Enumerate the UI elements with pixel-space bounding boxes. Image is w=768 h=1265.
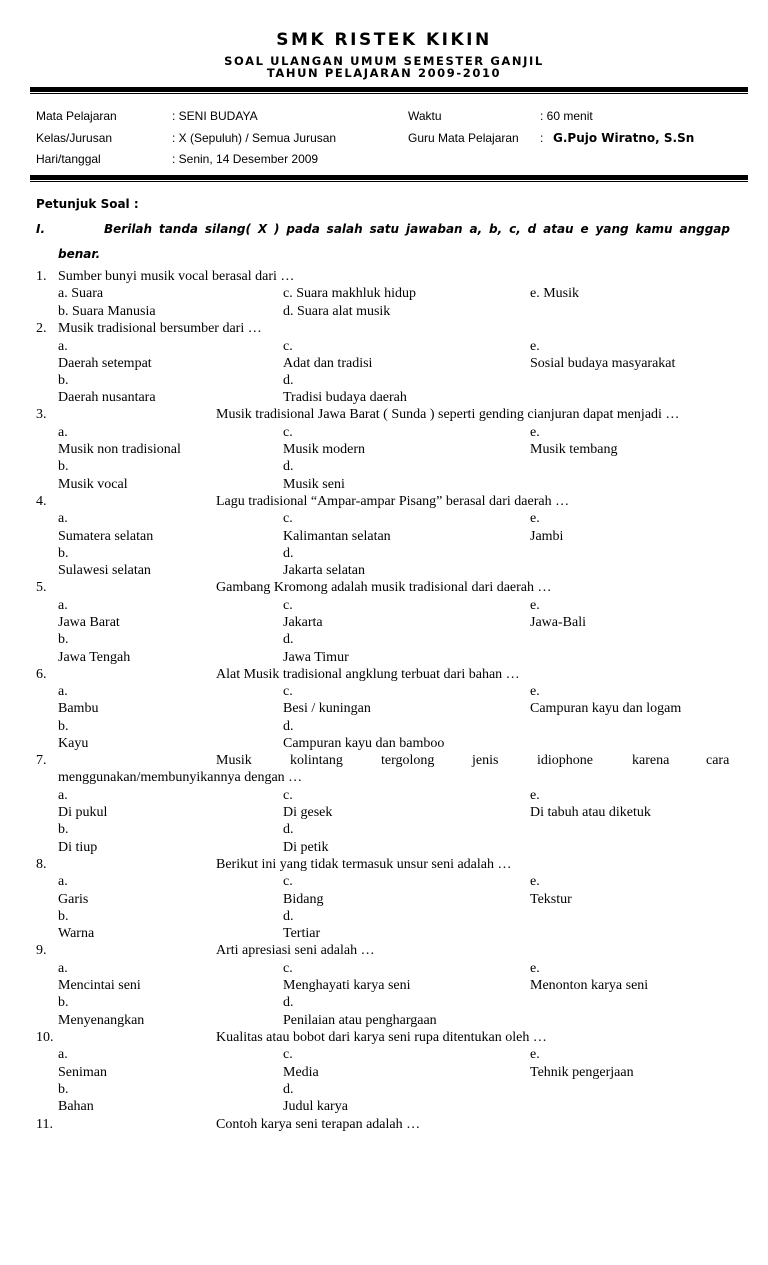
option-b-text: Jawa Tengah — [58, 650, 131, 665]
header-rule-thick — [30, 87, 748, 92]
question-number: 2. — [36, 321, 47, 336]
option-a-letter: a. — [58, 788, 68, 803]
instructions-title: Petunjuk Soal : — [36, 197, 139, 211]
option-e-text: Tehnik pengerjaan — [530, 1065, 634, 1080]
question-text: Musik tradisional Jawa Barat ( Sunda ) seperti gending cianjuran dapat menjadi … — [216, 407, 680, 422]
option-e-text: Musik tembang — [530, 442, 618, 457]
question-number: 5. — [36, 580, 47, 595]
question-text: Lagu tradisional “Ampar-ampar Pisang” berasal dari daerah … — [216, 494, 570, 509]
question-text-continued: menggunakan/membunyikannya dengan … — [58, 770, 303, 785]
instructions-roman: I. — [36, 222, 46, 236]
option-c-text: Di gesek — [283, 805, 333, 820]
option-a-text: Seniman — [58, 1065, 107, 1080]
option-a-letter: a. — [58, 961, 68, 976]
option-b-text: Di tiup — [58, 840, 98, 855]
option-d-text: Jakarta selatan — [283, 563, 366, 578]
option-b-letter: b. — [58, 459, 69, 474]
option-c-letter: c. — [283, 961, 293, 976]
option-b-text: Musik vocal — [58, 477, 128, 492]
option-e-text: Sosial budaya masyarakat — [530, 356, 676, 371]
question-number: 4. — [36, 494, 47, 509]
class-value: : X (Sepuluh) / Semua Jurusan — [172, 131, 337, 145]
option-c-letter: c. — [283, 511, 293, 526]
option-c-letter: c. — [283, 339, 293, 354]
option-e-letter: e. — [530, 874, 540, 889]
option-d-text: Musik seni — [283, 477, 345, 492]
option-b-text: Daerah nusantara — [58, 390, 156, 405]
option-b-letter: b. — [58, 822, 69, 837]
option-c-text: Adat dan tradisi — [283, 356, 373, 371]
option-d-letter: d. — [283, 632, 294, 647]
option-d-letter: d. — [283, 546, 294, 561]
info-rule-thick — [30, 175, 748, 180]
option-b-letter: b. — [58, 546, 69, 561]
class-label: Kelas/Jurusan — [36, 131, 113, 145]
date-value: : Senin, 14 Desember 2009 — [172, 152, 319, 166]
option-d-text: Tertiar — [283, 926, 321, 941]
option-d-text: Judul karya — [283, 1099, 348, 1114]
question-text: Arti apresiasi seni adalah … — [216, 943, 375, 958]
option-b-letter: b. — [58, 373, 69, 388]
question-number: 8. — [36, 857, 47, 872]
option-c: c. Suara makhluk hidup — [283, 286, 416, 301]
instructions-line2: benar. — [58, 247, 101, 261]
option-e-letter: e. — [530, 598, 540, 613]
option-d-letter: d. — [283, 459, 294, 474]
option-a-text: Di pukul — [58, 805, 108, 820]
option-a-text: Musik non tradisional — [58, 442, 181, 457]
question-text: Contoh karya seni terapan adalah … — [216, 1117, 421, 1132]
option-c-text: Besi / kuningan — [283, 701, 371, 716]
question-word: jenis — [472, 753, 499, 768]
option-b-text: Sulawesi selatan — [58, 563, 151, 578]
instructions-line1: Berilah tanda silang( X ) pada salah satu jawaban a, b, c, d atau e yang kamu anggap — [104, 222, 730, 236]
question-word: tergolong — [381, 753, 435, 768]
option-a: a. Suara — [58, 286, 104, 301]
option-d-letter: d. — [283, 995, 294, 1010]
option-e: e. Musik — [530, 286, 579, 301]
option-d-text: Campuran kayu dan bamboo — [283, 736, 445, 751]
question-number: 3. — [36, 407, 47, 422]
option-e-text: Menonton karya seni — [530, 978, 649, 993]
question-word: cara — [706, 753, 730, 768]
date-label: Hari/tanggal — [36, 152, 101, 166]
option-a-text: Garis — [58, 892, 89, 907]
option-d-text: Tradisi budaya daerah — [283, 390, 407, 405]
option-e-letter: e. — [530, 425, 540, 440]
option-b-text: Warna — [58, 926, 95, 941]
option-b: b. Suara Manusia — [58, 304, 156, 319]
option-b-letter: b. — [58, 909, 69, 924]
option-e-text: Jambi — [530, 529, 564, 544]
option-c-letter: c. — [283, 598, 293, 613]
option-a-text: Sumatera selatan — [58, 529, 154, 544]
option-a-letter: a. — [58, 874, 68, 889]
question-word: idiophone — [537, 753, 593, 768]
option-e-letter: e. — [530, 684, 540, 699]
time-label: Waktu — [408, 109, 442, 123]
option-d-letter: d. — [283, 822, 294, 837]
option-c-text: Musik modern — [283, 442, 366, 457]
question-text: Berikut ini yang tidak termasuk unsur seni adalah … — [216, 857, 512, 872]
option-b-text: Menyenangkan — [58, 1013, 145, 1028]
option-c-letter: c. — [283, 425, 293, 440]
option-c-letter: c. — [283, 1047, 293, 1062]
exam-title: SOAL ULANGAN UMUM SEMESTER GANJIL — [224, 54, 544, 68]
option-a-letter: a. — [58, 511, 68, 526]
question-text: Musik tradisional bersumber dari … — [58, 321, 262, 336]
option-d-letter: d. — [283, 719, 294, 734]
option-c-text: Media — [283, 1065, 319, 1080]
option-e-letter: e. — [530, 511, 540, 526]
option-b-letter: b. — [58, 995, 69, 1010]
subject-label: Mata Pelajaran — [36, 109, 117, 123]
option-d-text: Jawa Timur — [283, 650, 349, 665]
option-e-letter: e. — [530, 339, 540, 354]
question-text: Gambang Kromong adalah musik tradisional dari daerah … — [216, 580, 552, 595]
question-word: kolintang — [290, 753, 343, 768]
option-a-text: Bambu — [58, 701, 99, 716]
option-e-text: Jawa-Bali — [530, 615, 586, 630]
option-d: d. Suara alat musik — [283, 304, 391, 319]
question-text: Sumber bunyi musik vocal berasal dari … — [58, 269, 295, 284]
academic-year: TAHUN PELAJARAN 2009-2010 — [266, 66, 502, 80]
teacher-colon: : — [540, 131, 544, 145]
option-e-letter: e. — [530, 788, 540, 803]
option-b-letter: b. — [58, 719, 69, 734]
question-word: karena — [632, 753, 670, 768]
option-b-letter: b. — [58, 1082, 69, 1097]
question-number: 11. — [36, 1117, 53, 1132]
option-a-letter: a. — [58, 684, 68, 699]
option-b-letter: b. — [58, 632, 69, 647]
option-c-text: Menghayati karya seni — [283, 978, 411, 993]
option-c-letter: c. — [283, 788, 293, 803]
school-name: SMK RISTEK KIKIN — [276, 30, 492, 50]
option-c-text: Jakarta — [283, 615, 323, 630]
question-number: 9. — [36, 943, 47, 958]
option-c-letter: c. — [283, 684, 293, 699]
option-e-text: Tekstur — [530, 892, 572, 907]
option-d-text: Penilaian atau penghargaan — [283, 1013, 437, 1028]
option-a-letter: a. — [58, 598, 68, 613]
info-rule-thin — [30, 181, 748, 182]
option-e-letter: e. — [530, 1047, 540, 1062]
option-e-text: Campuran kayu dan logam — [530, 701, 682, 716]
question-word: Musik — [216, 753, 252, 768]
option-a-letter: a. — [58, 425, 68, 440]
option-e-letter: e. — [530, 961, 540, 976]
option-a-text: Daerah setempat — [58, 356, 152, 371]
option-d-letter: d. — [283, 373, 294, 388]
option-a-letter: a. — [58, 1047, 68, 1062]
time-value: : 60 menit — [540, 109, 593, 123]
teacher-value: G.Pujo Wiratno, S.Sn — [553, 131, 695, 145]
question-number: 6. — [36, 667, 47, 682]
option-c-text: Bidang — [283, 892, 324, 907]
option-b-text: Bahan — [58, 1099, 94, 1114]
option-a-text: Mencintai seni — [58, 978, 141, 993]
option-b-text: Kayu — [58, 736, 89, 751]
question-text: Alat Musik tradisional angklung terbuat dari bahan … — [216, 667, 520, 682]
option-d-text: Di petik — [283, 840, 329, 855]
subject-value: : SENI BUDAYA — [172, 109, 258, 123]
header-rule-thin — [30, 93, 748, 94]
option-a-letter: a. — [58, 339, 68, 354]
option-c-text: Kalimantan selatan — [283, 529, 391, 544]
teacher-label: Guru Mata Pelajaran — [408, 131, 519, 145]
option-e-text: Di tabuh atau diketuk — [530, 805, 651, 820]
question-number: 7. — [36, 753, 47, 768]
option-d-letter: d. — [283, 1082, 294, 1097]
question-number: 10. — [36, 1030, 54, 1045]
option-c-letter: c. — [283, 874, 293, 889]
option-a-text: Jawa Barat — [58, 615, 120, 630]
question-text: Kualitas atau bobot dari karya seni rupa ditentukan oleh … — [216, 1030, 547, 1045]
option-d-letter: d. — [283, 909, 294, 924]
question-number: 1. — [36, 269, 47, 284]
